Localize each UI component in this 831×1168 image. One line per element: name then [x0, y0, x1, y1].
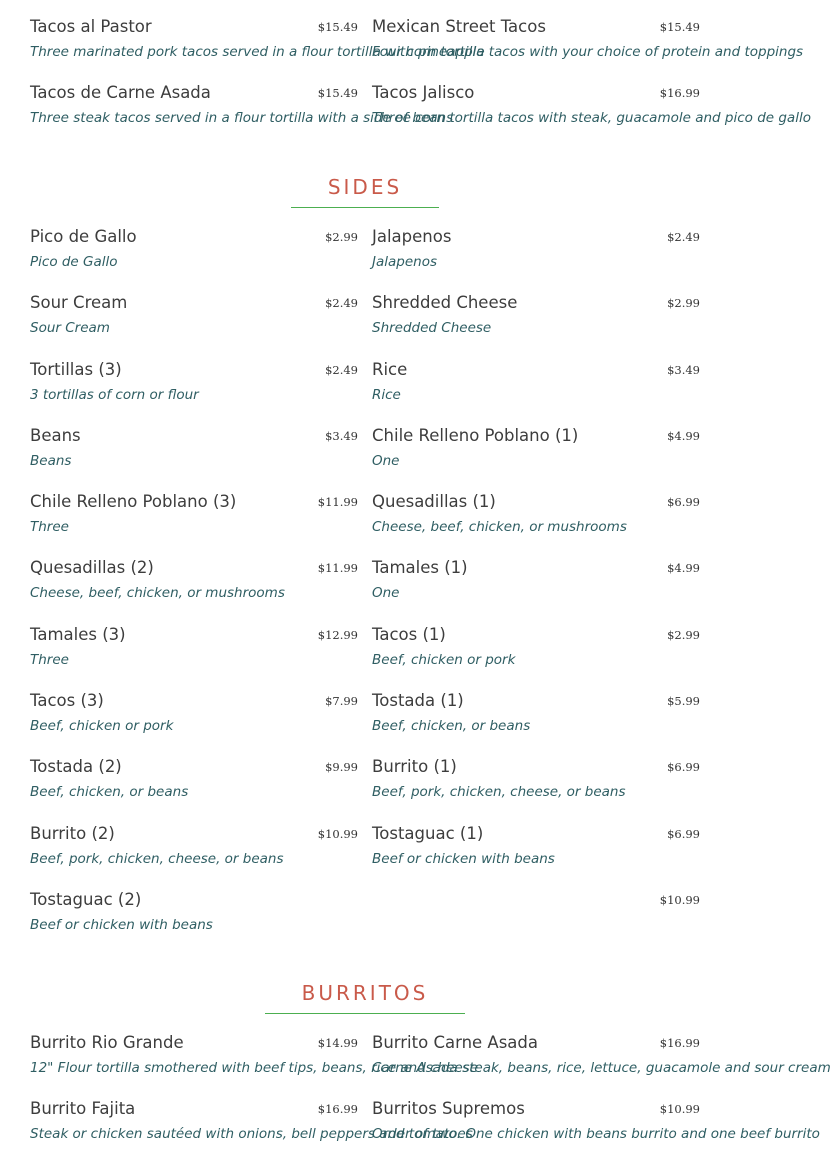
- item-price: $11.99: [317, 561, 358, 576]
- item-description: Carne Asada steak, beans, rice, lettuce, guacamole and sour cream: [372, 1060, 831, 1076]
- section-title: BURRITOS: [301, 981, 429, 1005]
- item-description: Three marinated pork tacos served in a flour tortilla with pineapple: [30, 44, 485, 60]
- item-name: Tacos Jalisco: [372, 83, 475, 103]
- item-price: $6.99: [667, 826, 700, 841]
- item-description: Beef, chicken or pork: [30, 718, 174, 735]
- item-price: $16.99: [659, 86, 700, 101]
- item-price: $2.49: [325, 362, 358, 377]
- burritos-item-grid: [30, 1030, 831, 1163]
- item-name: Tostada (2): [30, 757, 122, 777]
- menu-item[interactable]: [30, 489, 358, 555]
- menu-item[interactable]: [372, 754, 700, 820]
- menu-item[interactable]: [372, 1030, 831, 1096]
- item-price: $6.99: [667, 760, 700, 775]
- item-description: 12" Flour tortilla smothered with beef tips, beans, rice and cheese: [30, 1060, 479, 1076]
- item-price: $2.99: [667, 627, 700, 642]
- item-description: Beans: [30, 452, 72, 469]
- item-price: $10.99: [659, 1102, 700, 1117]
- item-name: Burrito Fajita: [30, 1099, 136, 1119]
- menu-item[interactable]: [372, 821, 700, 887]
- item-price: $6.99: [667, 495, 700, 510]
- item-price: $2.49: [325, 296, 358, 311]
- item-name: Tostada (1): [372, 691, 464, 711]
- item-price: $14.99: [317, 1036, 358, 1050]
- item-description: Sour Cream: [30, 320, 110, 337]
- item-name: Tostaguac (2): [30, 889, 142, 909]
- item-price: $16.99: [317, 1102, 358, 1117]
- item-name: Burrito Carne Asada: [372, 1033, 539, 1052]
- menu-item[interactable]: [30, 555, 358, 621]
- item-name: Tortillas (3): [30, 359, 122, 379]
- item-name: Burrito Rio Grande: [30, 1033, 184, 1052]
- item-price: $4.99: [667, 428, 700, 443]
- item-price: $2.49: [667, 230, 700, 244]
- item-description: 3 tortillas of corn or flour: [30, 386, 199, 403]
- item-price: $16.99: [659, 1036, 700, 1050]
- item-name: Shredded Cheese: [372, 293, 518, 313]
- menu-item[interactable]: [372, 1096, 820, 1162]
- item-price: $10.99: [659, 892, 700, 907]
- item-price: $9.99: [325, 760, 358, 775]
- item-name: Sour Cream: [30, 293, 128, 313]
- item-price: $3.49: [325, 428, 358, 443]
- item-description: Steak or chicken sautéed with onions, bell peppers and tomatoes: [30, 1126, 473, 1143]
- item-description: Three: [30, 519, 69, 536]
- menu-item[interactable]: [30, 821, 358, 887]
- item-description: Three: [30, 651, 69, 668]
- item-name: Quesadillas (2): [30, 558, 154, 578]
- item-price: $5.99: [667, 694, 700, 709]
- menu-item[interactable]: [30, 357, 358, 423]
- item-description: Cheese, beef, chicken, or mushrooms: [372, 519, 627, 536]
- item-name: Beans: [30, 425, 81, 445]
- item-price: $15.49: [659, 20, 700, 34]
- menu-item[interactable]: [372, 224, 700, 290]
- item-name: Jalapenos: [372, 227, 452, 246]
- item-name: Tacos al Pastor: [30, 17, 152, 36]
- item-price: $15.49: [317, 86, 358, 101]
- section-divider: [291, 207, 439, 208]
- item-description: Three steak tacos served in a flour tortilla with a side of beans: [30, 110, 454, 127]
- item-description: Four corn tortilla tacos with your choice of protein and toppings: [372, 44, 804, 60]
- menu-item[interactable]: [372, 622, 700, 688]
- burritos-section-header: [0, 980, 730, 1014]
- item-description: Beef, chicken, or beans: [372, 718, 531, 735]
- menu-item[interactable]: [372, 489, 700, 555]
- menu-item[interactable]: [372, 357, 700, 423]
- sides-item-grid: [30, 224, 700, 953]
- item-description: Three corn tortilla tacos with steak, guacamole and pico de gallo: [372, 110, 811, 127]
- item-description: Beef, pork, chicken, cheese, or beans: [30, 850, 284, 867]
- item-description: Order of two. One chicken with beans burrito and one beef burrito: [372, 1126, 820, 1143]
- item-price: $10.99: [317, 826, 358, 841]
- item-name: Burrito (2): [30, 823, 115, 843]
- sides-section-header: [0, 174, 730, 208]
- item-description: Rice: [372, 386, 401, 403]
- item-description: Beef or chicken with beans: [30, 916, 213, 933]
- menu-item[interactable]: [30, 688, 358, 754]
- menu-item[interactable]: [372, 290, 700, 356]
- item-name: Chile Relleno Poblano (3): [30, 492, 237, 512]
- item-description: One: [372, 452, 400, 469]
- item-description: Cheese, beef, chicken, or mushrooms: [30, 585, 285, 602]
- tacos-item-grid: [30, 14, 811, 147]
- item-name: Burritos Supremos: [372, 1099, 525, 1119]
- item-name: Tacos (1): [372, 624, 446, 644]
- item-description: Pico de Gallo: [30, 254, 118, 270]
- item-name: Tostaguac (1): [372, 823, 484, 843]
- menu-item[interactable]: [30, 224, 358, 290]
- menu-item[interactable]: [372, 555, 700, 621]
- item-name: Tacos de Carne Asada: [30, 83, 211, 103]
- menu-item[interactable]: [372, 688, 700, 754]
- item-price: $3.49: [667, 362, 700, 377]
- item-price: $2.99: [667, 296, 700, 311]
- item-name: Tacos (3): [30, 691, 104, 711]
- item-price: $11.99: [317, 495, 358, 510]
- menu-item[interactable]: [372, 80, 811, 146]
- item-name: Chile Relleno Poblano (1): [372, 425, 579, 445]
- menu-item[interactable]: [30, 887, 700, 953]
- item-description: Shredded Cheese: [372, 320, 492, 337]
- menu-item[interactable]: [30, 290, 358, 356]
- item-price: $4.99: [667, 561, 700, 576]
- menu-item[interactable]: [30, 423, 358, 489]
- item-description: Beef, pork, chicken, cheese, or beans: [372, 784, 626, 801]
- item-name: Rice: [372, 359, 408, 379]
- menu-item[interactable]: [30, 754, 358, 820]
- item-name: Tamales (1): [372, 558, 468, 578]
- item-description: Beef, chicken, or beans: [30, 784, 189, 801]
- item-name: Pico de Gallo: [30, 227, 137, 246]
- item-description: Beef or chicken with beans: [372, 850, 555, 867]
- section-divider: [265, 1013, 465, 1014]
- item-name: Burrito (1): [372, 757, 457, 777]
- item-name: Tamales (3): [30, 624, 126, 644]
- item-price: $2.99: [325, 230, 358, 244]
- menu-item[interactable]: [30, 622, 358, 688]
- menu-item[interactable]: [372, 423, 700, 489]
- item-description: One: [372, 585, 400, 602]
- item-description: Jalapenos: [372, 254, 438, 270]
- item-price: $12.99: [317, 627, 358, 642]
- item-description: Beef, chicken or pork: [372, 651, 516, 668]
- item-price: $7.99: [325, 694, 358, 709]
- menu-item[interactable]: [372, 14, 804, 80]
- item-price: $15.49: [317, 20, 358, 34]
- section-title: SIDES: [327, 175, 403, 199]
- item-name: Quesadillas (1): [372, 492, 496, 512]
- item-name: Mexican Street Tacos: [372, 17, 546, 36]
